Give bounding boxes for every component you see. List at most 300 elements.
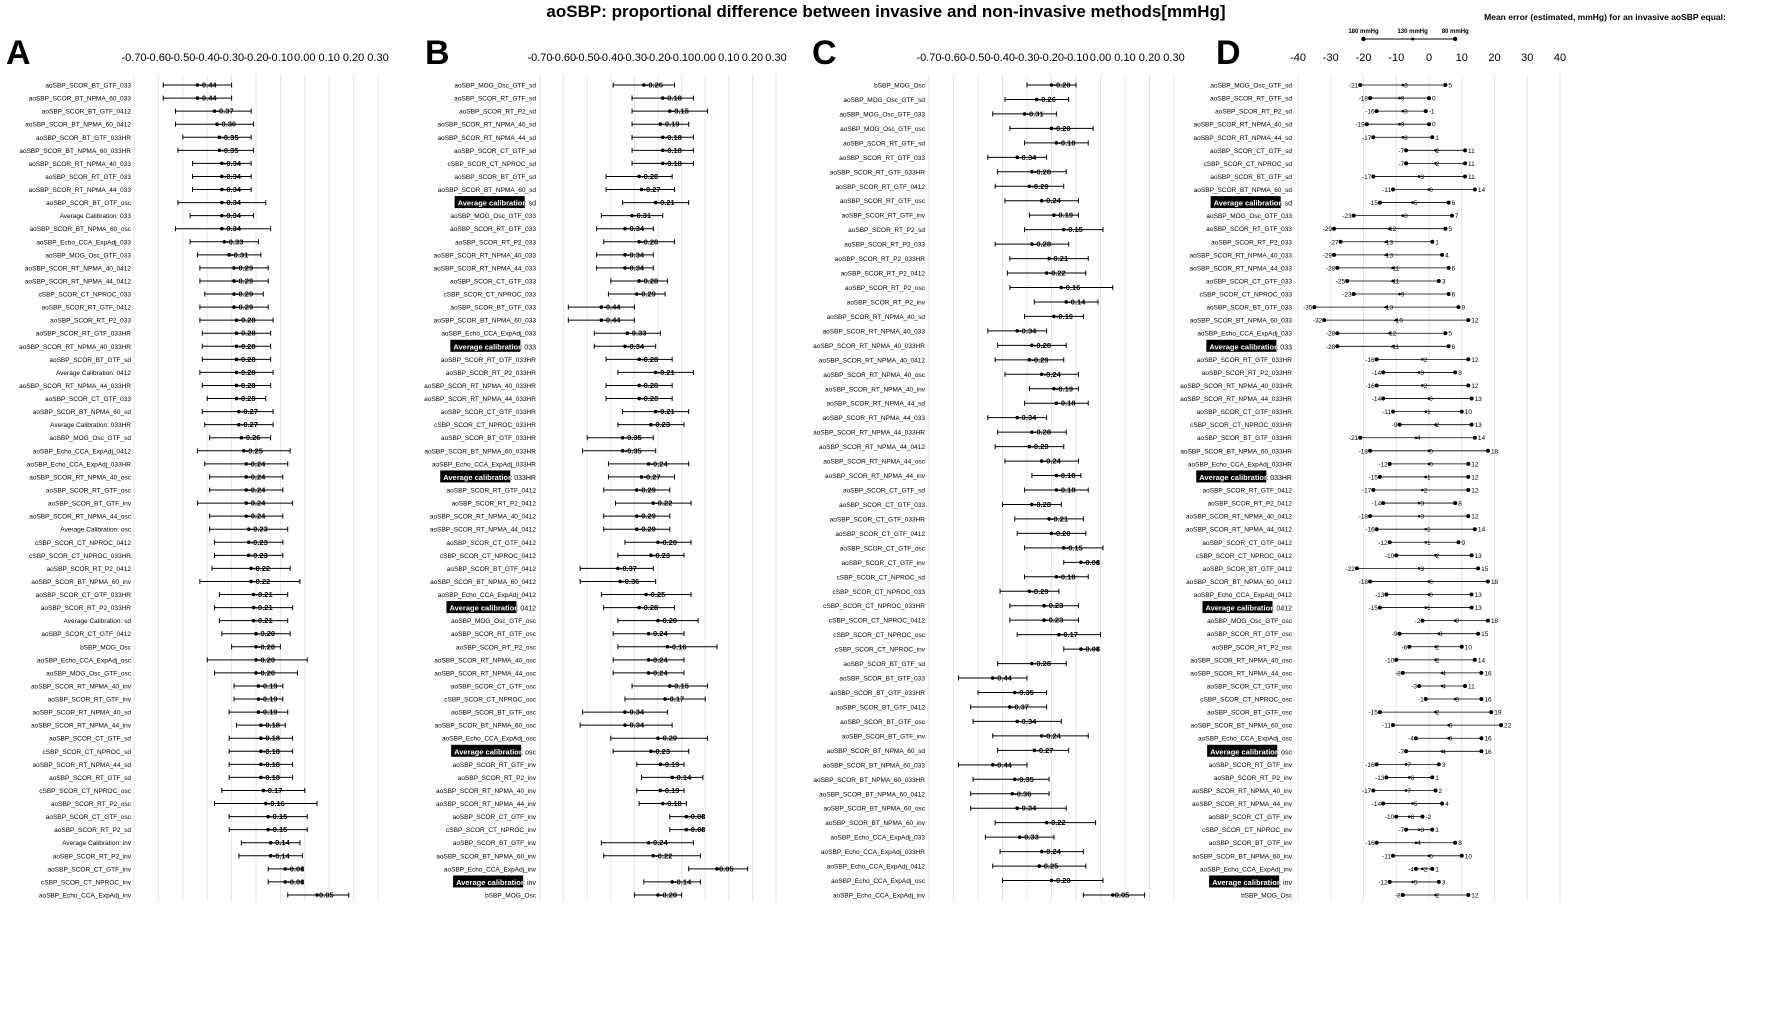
point-180: [1339, 240, 1343, 244]
estimate-label: -0.19: [260, 694, 278, 704]
row-label: aoSBP_SCOR_RT_NPMA_44_033: [28, 187, 131, 195]
value-label-80: 16: [1484, 735, 1492, 743]
row-label: aoSBP_SCOR_BT_NPMA_60_033: [433, 317, 536, 325]
estimate-label: -0.31: [1026, 109, 1044, 119]
point-80: [1430, 240, 1434, 244]
estimate-label: -0.19: [1055, 311, 1074, 321]
value-label-180: -16: [1365, 382, 1375, 390]
value-label-80: 5: [1448, 226, 1452, 234]
estimate-label: -0.24: [248, 485, 266, 495]
row-label: aoSBP_SCOR_CT_GTF_inv: [47, 866, 131, 874]
value-label-180: -23: [1342, 213, 1352, 221]
estimate-label: -0.20: [660, 537, 678, 547]
row-label: aoSBP_MOG_Osc_GTF_033: [450, 213, 536, 221]
estimate-label: -0.28: [238, 354, 256, 364]
row-label: aoSBP_SCOR_BT_NPMA_60_osc: [29, 226, 131, 234]
value-label-130: -12: [1386, 330, 1397, 338]
row-label-highlight: Average calibration: [1213, 198, 1283, 208]
point-80: [1430, 828, 1434, 832]
value-label-130: 0: [1429, 853, 1433, 861]
row-label-highlight: Average calibration: [457, 198, 527, 208]
row-label: aoSBP_SCOR_CT_GTF_033HR: [35, 592, 131, 600]
point-180: [1358, 436, 1362, 440]
row-label: aoSBP_SCOR_RT_NPMA_44_inv: [1192, 801, 1292, 809]
value-label-80: 12: [1471, 474, 1479, 482]
axis-tick-label: 0.30: [765, 52, 787, 64]
row-label: aoSBP_Echo_CCA_ExpAdj_inv: [443, 866, 536, 874]
point-180: [1378, 710, 1382, 714]
row-label-suffix: : osc: [521, 749, 536, 757]
axis-tick-label: -10: [1388, 52, 1405, 64]
row-label: aoSBP_SCOR_CT_GTF_033HR: [440, 409, 536, 417]
row-label: aoSBP_SCOR_BT_GTF_inv: [452, 840, 536, 848]
estimate-label: -0.34: [1019, 803, 1037, 813]
estimate-label: -0.21: [657, 198, 675, 208]
row-label: cSBP_SCOR_CT_NPROC_0412: [34, 539, 131, 547]
value-label-80: 0: [1432, 121, 1436, 129]
row-label: aoSBP_Echo_CCA_ExpAdj_033: [441, 330, 536, 338]
estimate-label: -0.19: [1055, 210, 1074, 220]
row-label: aoSBP_SCOR_BT_NPMA_60_033HR: [1180, 448, 1292, 456]
row-label: aoSBP_SCOR_CT_GTF_inv: [841, 559, 925, 567]
row-label: aoSBP_SCOR_BT_GTF_sd: [49, 356, 131, 364]
value-label-80: 12: [1471, 513, 1479, 521]
row-label: aoSBP_SCOR_BT_NPMA_60_033: [28, 95, 131, 103]
estimate-label: -0.34: [626, 224, 645, 234]
estimate-label: -0.29: [638, 485, 656, 495]
value-label-180: -10: [1384, 814, 1395, 822]
legend-marker: [1453, 37, 1457, 41]
row-label: aoSBP_SCOR_RT_NPMA_40_0412: [429, 513, 536, 521]
estimate-label: -0.18: [262, 733, 280, 743]
estimate-label: -0.26: [1038, 94, 1056, 104]
row-label: cSBP_SCOR_CT_NPROC_sd: [1203, 160, 1292, 168]
point-80: [1466, 357, 1470, 361]
row-label: aoSBP_SCOR_RT_NPMA_44_033: [1189, 265, 1292, 273]
value-label-80: 9: [1461, 539, 1466, 547]
row-label: aoSBP_SCOR_RT_GTF_033HR: [35, 330, 131, 338]
estimate-label: -0.34: [223, 211, 241, 221]
value-label-180: -18: [1358, 448, 1369, 456]
value-label-180: -16: [1365, 526, 1375, 534]
row-label: cSBP_SCOR_CT_NPROC_osc: [39, 787, 131, 795]
value-label-180: -15: [1368, 709, 1378, 717]
row-label: aoSBP_SCOR_RT_NPMA_40_osc: [29, 474, 131, 482]
axis-tick-label: 0.30: [1163, 52, 1185, 64]
row-label: aoSBP_SCOR_BT_NPMA_60_sd: [437, 187, 536, 195]
row-label: aoSBP_SCOR_RT_GTF_0412: [835, 183, 925, 191]
point-180: [1355, 566, 1359, 570]
panel-letter-B: B: [425, 34, 450, 72]
row-label-highlight: Average calibration: [454, 747, 524, 757]
estimate-label: -0.15: [671, 681, 689, 691]
row-label: aoSBP_SCOR_RT_P2_sd: [1215, 108, 1292, 116]
value-label-80: 10: [1464, 644, 1472, 652]
estimate-label: -0.29: [638, 289, 656, 299]
point-180: [1394, 815, 1398, 819]
point-80: [1456, 540, 1460, 544]
value-label-130: 0: [1429, 578, 1433, 586]
estimate-label: -0.21: [255, 603, 273, 613]
row-label: aoSBP_SCOR_RT_NPMA_44_osc: [1190, 670, 1292, 678]
estimate-label: 0.05: [1114, 890, 1130, 900]
value-label-130: 2: [1435, 644, 1440, 652]
row-label: aoSBP_SCOR_RT_P2_inv: [52, 853, 131, 861]
row-label: aoSBP_SCOR_CT_GTF_osc: [839, 545, 925, 553]
estimate-label: -0.33: [1021, 832, 1039, 842]
point-180: [1368, 96, 1372, 100]
estimate-label: -0.37: [1011, 702, 1029, 712]
value-label-80: 13: [1474, 422, 1482, 430]
row-label: aoSBP_Echo_CCA_ExpAdj_033HR: [820, 849, 925, 857]
estimate-label: -0.31: [634, 211, 652, 221]
row-label: Average Calibration: osc: [60, 526, 131, 534]
value-label-80: 8: [1458, 369, 1462, 377]
estimate-label: -0.20: [258, 629, 276, 639]
estimate-label: -0.08: [1082, 557, 1101, 567]
value-label-80: 6: [1451, 343, 1456, 351]
point-80: [1476, 632, 1480, 636]
point-180: [1384, 775, 1388, 779]
point-80: [1430, 775, 1434, 779]
axis-tick-label: 0.00: [694, 52, 716, 64]
value-label-180: -17: [1361, 134, 1372, 142]
estimate-label: -0.28: [1033, 427, 1052, 437]
row-label: cSBP_SCOR_CT_NPROC_033HR: [823, 603, 925, 611]
point-180: [1388, 880, 1392, 884]
value-label-80: 12: [1471, 892, 1479, 900]
row-label: aoSBP_Echo_CCA_ExpAdj_033HR: [1187, 461, 1292, 469]
row-label: aoSBP_SCOR_RT_NPMA_44_033HR: [1180, 396, 1292, 404]
value-label-130: -1: [1424, 539, 1431, 547]
row-label-suffix: : inv: [1279, 879, 1292, 887]
value-label-180: -18: [1358, 578, 1369, 586]
row-label: aoSBP_SCOR_RT_NPMA_44_0412: [818, 444, 925, 452]
value-label-180: -18: [1358, 513, 1369, 521]
axis-tick-label: -0.20: [1038, 52, 1065, 64]
value-label-80: 5: [1448, 330, 1452, 338]
axis-tick-label: 10: [1455, 52, 1468, 64]
row-label: aoSBP_SCOR_BT_GTF_0412: [446, 565, 536, 573]
row-label: aoSBP_SCOR_RT_P2_0412: [1207, 500, 1292, 508]
estimate-label: -0.20: [660, 733, 678, 743]
point-80: [1470, 593, 1474, 597]
estimate-label: -0.21: [1051, 254, 1069, 264]
value-label-80: 13: [1474, 396, 1482, 404]
axis-tick-label: -0.60: [940, 52, 967, 64]
value-label-130: 2: [1435, 552, 1440, 560]
value-label-130: -11: [1390, 265, 1400, 273]
row-label-highlight: Average calibration: [443, 472, 513, 482]
point-80: [1460, 854, 1464, 858]
value-label-80: 4: [1445, 252, 1449, 260]
row-label: aoSBP_SCOR_RT_NPMA_40_0412: [1185, 513, 1292, 521]
estimate-label: -0.19: [260, 681, 278, 691]
point-180: [1335, 344, 1339, 348]
estimate-label: -0.28: [238, 380, 256, 390]
row-label: aoSBP_SCOR_CT_GTF_inv: [452, 814, 536, 822]
point-180: [1371, 488, 1375, 492]
value-label-80: 12: [1471, 461, 1479, 469]
row-label: aoSBP_SCOR_BT_NPMA_60_033: [822, 762, 925, 770]
point-180: [1388, 540, 1392, 544]
value-label-130: -1: [1424, 409, 1431, 417]
value-label-130: -1: [1424, 526, 1431, 534]
row-label: Average Calibration: 033: [59, 213, 131, 221]
row-label-highlight: Average calibration: [1212, 877, 1282, 887]
estimate-label: -0.08: [688, 812, 706, 822]
row-label-suffix: : 033HR: [510, 474, 536, 482]
row-label: aoSBP_SCOR_RT_NPMA_44_osc: [434, 670, 536, 678]
axis-tick-label: -0.40: [598, 52, 624, 64]
row-label: aoSBP_SCOR_RT_NPMA_40_sd: [437, 121, 536, 129]
value-label-80: 13: [1474, 552, 1482, 560]
point-80: [1437, 279, 1441, 283]
row-label: aoSBP_SCOR_RT_NPMA_40_osc: [1190, 657, 1292, 665]
estimate-label: -0.21: [255, 590, 273, 600]
row-label: aoSBP_SCOR_RT_GTF_033: [45, 173, 131, 181]
estimate-label: -0.15: [1065, 225, 1083, 235]
row-label: aoSBP_SCOR_BT_NPMA_60_osc: [1190, 722, 1292, 730]
row-label: aoSBP_SCOR_RT_NPMA_44_033HR: [813, 429, 925, 437]
row-label: aoSBP_SCOR_BT_GTF_033HR: [35, 134, 131, 142]
point-80: [1466, 514, 1470, 518]
axis-tick-label: -0.40: [989, 52, 1016, 64]
row-label-highlight: Average calibration: [1199, 472, 1269, 482]
estimate-label: -0.15: [270, 812, 288, 822]
row-label-highlight: Average calibration: [1205, 603, 1275, 613]
value-label-180: -28: [1325, 265, 1336, 273]
row-label: aoSBP_MOG_Osc_GTF_sd: [1210, 82, 1292, 90]
value-label-80: 8: [1458, 840, 1462, 848]
value-label-80: 11: [1468, 147, 1475, 155]
estimate-label: -0.22: [655, 498, 673, 508]
value-label-80: 1: [1435, 239, 1439, 247]
row-label: Average Calibration: 033HR: [50, 422, 131, 430]
axis-tick-label: -0.10: [267, 52, 293, 64]
value-label-180: -9: [1391, 422, 1398, 430]
point-180: [1404, 749, 1408, 753]
value-label-130: -11: [1390, 278, 1400, 286]
value-label-130: -7: [1405, 787, 1411, 795]
row-label: cSBP_SCOR_CT_NPROC_inv: [41, 879, 131, 887]
row-label: cSBP_SCOR_CT_NPROC_033: [832, 588, 925, 596]
value-label-80: 12: [1471, 487, 1479, 495]
row-label: aoSBP_SCOR_BT_NPMA_60_osc: [434, 722, 536, 730]
point-180: [1378, 201, 1382, 205]
row-label: aoSBP_SCOR_BT_GTF_osc: [1207, 709, 1292, 717]
point-80: [1437, 880, 1441, 884]
row-label: aoSBP_SCOR_BT_GTF_osc: [451, 709, 536, 717]
axis-tick-label: -0.40: [194, 52, 220, 64]
point-80: [1430, 867, 1434, 871]
row-label: aoSBP_SCOR_BT_NPMA_60_0412: [819, 791, 925, 799]
point-80: [1466, 893, 1470, 897]
estimate-label: -0.23: [250, 524, 268, 534]
value-label-180: -11: [1382, 853, 1391, 861]
point-80: [1453, 501, 1457, 505]
value-label-130: -8: [1401, 82, 1408, 90]
row-label: aoSBP_SCOR_BT_NPMA_60_0412: [25, 121, 131, 129]
point-180: [1371, 174, 1375, 178]
point-180: [1375, 357, 1379, 361]
row-label: aoSBP_Echo_CCA_ExpAdj_033: [830, 834, 925, 842]
row-label-highlight: Average calibration: [449, 603, 519, 613]
row-label: aoSBP_SCOR_CT_GTF_033: [1206, 278, 1292, 286]
value-label-80: 3: [1441, 278, 1446, 286]
axis-tick-label: 0.10: [718, 52, 740, 64]
row-label: aoSBP_SCOR_RT_NPMA_44_033: [433, 265, 536, 273]
row-label: aoSBP_SCOR_RT_GTF_osc: [839, 198, 925, 206]
point-80: [1470, 553, 1474, 557]
row-label: aoSBP_Echo_CCA_ExpAdj_osc: [1198, 735, 1292, 743]
point-80: [1466, 462, 1470, 466]
row-label-suffix: : inv: [523, 879, 536, 887]
row-label: cSBP_SCOR_CT_NPROC_033: [1199, 291, 1292, 299]
estimate-label: -0.29: [1031, 442, 1049, 452]
row-label: aoSBP_SCOR_BT_GTF_033: [1206, 304, 1292, 312]
row-label: bSBP_MOG_Osc: [1241, 892, 1292, 900]
row-label-highlight: Average calibration: [1209, 342, 1279, 352]
row-label: aoSBP_SCOR_RT_NPMA_40_033: [28, 160, 131, 168]
estimate-label: -0.20: [1053, 80, 1071, 90]
value-label-80: 11: [1468, 683, 1475, 691]
point-180: [1388, 462, 1392, 466]
row-label: cSBP_SCOR_CT_NPROC_0412: [439, 552, 536, 560]
value-label-180: -9: [1391, 631, 1398, 639]
value-label-180: -8: [1395, 670, 1401, 678]
value-label-80: 22: [1504, 722, 1512, 730]
row-label-suffix: : 0412: [516, 605, 536, 613]
value-label-130: -1: [1424, 474, 1431, 482]
value-label-180: -18: [1358, 95, 1369, 103]
row-label: cSBP_SCOR_CT_NPROC_033: [38, 291, 131, 299]
row-label: aoSBP_Echo_CCA_ExpAdj_osc: [37, 657, 131, 665]
row-label: aoSBP_MOG_Osc_GTF_osc: [451, 618, 536, 626]
estimate-label: -0.29: [1031, 181, 1049, 191]
estimate-label: -0.24: [650, 838, 668, 848]
row-label: aoSBP_Echo_CCA_ExpAdj_osc: [442, 735, 536, 743]
point-180: [1414, 867, 1418, 871]
estimate-label: -0.25: [245, 446, 263, 456]
point-180: [1391, 854, 1395, 858]
estimate-label: -0.23: [1046, 601, 1064, 611]
row-label: aoSBP_SCOR_BT_GTF_0412: [835, 704, 925, 712]
value-label-130: 0: [1429, 187, 1433, 195]
row-label: aoSBP_SCOR_RT_NPMA_44_sd: [826, 400, 925, 408]
axis-tick-label: 0.20: [741, 52, 764, 64]
axis-tick-label: 0.30: [367, 52, 389, 64]
row-label: aoSBP_SCOR_CT_GTF_sd: [48, 735, 131, 743]
point-180: [1424, 697, 1428, 701]
value-label-80: 12: [1471, 317, 1479, 325]
estimate-label: -0.28: [641, 394, 659, 404]
row-label: aoSBP_SCOR_RT_P2_osc: [50, 801, 131, 809]
value-label-80: 18: [1490, 448, 1499, 456]
row-label: aoSBP_SCOR_RT_P2_sd: [848, 227, 925, 235]
estimate-label: -0.23: [652, 746, 671, 756]
row-label: aoSBP_SCOR_BT_GTF_inv: [47, 500, 131, 508]
value-label-130: 0: [1429, 461, 1433, 469]
row-label: cSBP_SCOR_CT_NPROC_sd: [447, 160, 536, 168]
value-label-180: -6: [1401, 644, 1408, 652]
row-label: aoSBP_SCOR_RT_GTF_sd: [843, 140, 925, 148]
value-label-130: -3: [1418, 173, 1425, 181]
row-label: Average Calibration: 0412: [55, 369, 131, 377]
value-label-130: 2: [1435, 147, 1440, 155]
legend-label: 180 mmHg: [1348, 29, 1379, 35]
row-label: aoSBP_SCOR_RT_NPMA_40_sd: [1193, 121, 1292, 129]
estimate-label: -0.23: [1046, 615, 1064, 625]
estimate-label: -0.28: [238, 367, 256, 377]
estimate-label: -0.19: [662, 759, 680, 769]
value-label-180: -15: [1368, 474, 1378, 482]
value-label-180: -25: [1335, 278, 1346, 286]
estimate-label: -0.20: [258, 668, 276, 678]
figure-title: aoSBP: proportional difference between invasive and non-invasive methods[mmHg]: [546, 2, 1226, 21]
estimate-label: -0.34: [1019, 716, 1037, 726]
value-label-130: -3: [1418, 369, 1425, 377]
estimate-label: -0.35: [221, 132, 239, 142]
point-180: [1381, 370, 1385, 374]
value-label-130: -10: [1393, 317, 1403, 325]
point-80: [1443, 83, 1447, 87]
point-180: [1368, 579, 1372, 583]
estimate-label: -0.22: [1048, 818, 1066, 828]
row-label: aoSBP_Echo_CCA_ExpAdj_0412: [32, 448, 131, 456]
value-label-80: 14: [1477, 657, 1486, 665]
point-80: [1463, 148, 1467, 152]
value-label-130: 3: [1439, 631, 1443, 639]
estimate-label: -0.28: [238, 394, 256, 404]
row-label: aoSBP_SCOR_CT_GTF_osc: [45, 814, 131, 822]
point-180: [1352, 292, 1356, 296]
estimate-label: -0.28: [641, 603, 659, 613]
value-label-130: -8: [1401, 108, 1408, 116]
row-label: aoSBP_SCOR_RT_NPMA_40_inv: [825, 386, 925, 394]
point-80: [1424, 109, 1428, 113]
point-80: [1463, 161, 1467, 165]
value-label-80: 15: [1481, 565, 1489, 573]
row-label: aoSBP_SCOR_RT_GTF_sd: [454, 95, 536, 103]
row-label: aoSBP_SCOR_RT_GTF_inv: [452, 761, 536, 769]
value-label-180: -10: [1384, 657, 1395, 665]
row-label: aoSBP_SCOR_BT_NPMA_60_osc: [823, 805, 925, 813]
row-label: aoSBP_SCOR_CT_GTF_033: [450, 278, 536, 286]
row-label: aoSBP_SCOR_RT_NPMA_44_sd: [32, 761, 131, 769]
estimate-label: -0.34: [223, 185, 241, 195]
estimate-label: -0.28: [1033, 167, 1052, 177]
point-80: [1437, 762, 1441, 766]
value-label-130: -13: [1383, 252, 1394, 260]
row-label: aoSBP_SCOR_RT_NPMA_44_inv: [825, 473, 925, 481]
row-label: aoSBP_SCOR_RT_NPMA_40_033HR: [1180, 382, 1292, 390]
estimate-label: -0.33: [629, 328, 647, 338]
value-label-80: 1: [1435, 774, 1439, 782]
axis-tick-label: -0.70: [121, 52, 147, 64]
estimate-label: -0.28: [641, 380, 659, 390]
estimate-label: -0.34: [626, 720, 645, 730]
row-label: aoSBP_SCOR_BT_NPMA_60_sd: [826, 747, 925, 755]
row-label: aoSBP_MOG_Osc_GTF_sd: [454, 82, 536, 90]
point-80: [1430, 135, 1434, 139]
estimate-label: -0.29: [236, 263, 254, 273]
estimate-label: -0.24: [650, 655, 668, 665]
estimate-label: -0.14: [674, 877, 692, 887]
axis-tick-label: 0.10: [318, 52, 340, 64]
estimate-label: -0.28: [641, 237, 659, 247]
estimate-label: -0.20: [258, 655, 276, 665]
